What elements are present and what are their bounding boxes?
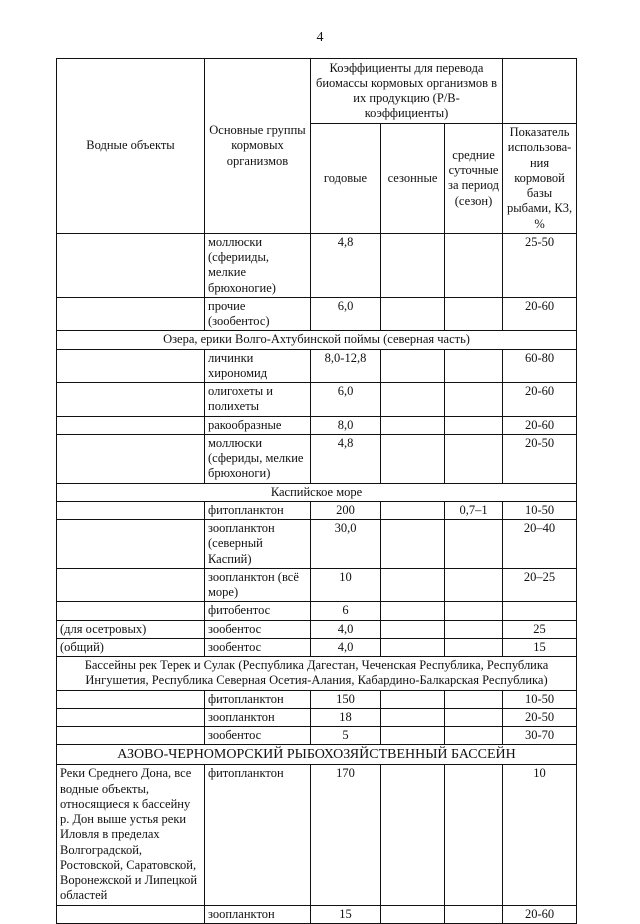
water-object-cell: Реки Среднего Дона, все водные объекты, относящиеся к бассейну р. Дон выше устья реки Иловля в пределах Волгоградской, Ростовской, Саратовской, Воронежской и Липецкой областей [57,765,205,905]
k3-cell: 60-80 [503,349,577,383]
table-row [57,620,577,638]
annual-cell: 8,0 [311,416,381,434]
k3-cell: 20-60 [503,416,577,434]
page-number: 4 [316,30,324,45]
header-water-objects: Водные объекты [57,59,205,234]
water-object-cell [57,434,205,483]
table-row [57,708,577,726]
k3-cell: 10-50 [503,690,577,708]
water-object-cell [57,602,205,620]
k3-cell: 20–40 [503,520,577,569]
seasonal-cell [381,620,445,638]
annual-cell: 6,0 [311,297,381,331]
section-row [57,483,577,501]
water-object-cell [57,568,205,602]
organism-group-cell: фитопланктон [205,690,311,708]
water-object-cell [57,383,205,417]
table-row [57,568,577,602]
daily-cell [445,349,503,383]
annual-cell: 15 [311,905,381,923]
daily-cell [445,905,503,923]
daily-cell [445,765,503,905]
organism-group-cell: зоопланктон [205,708,311,726]
header-daily: средние суточные за период (сезон) [445,124,503,234]
seasonal-cell [381,233,445,297]
seasonal-cell [381,297,445,331]
water-object-cell [57,905,205,923]
organism-group-cell: зоопланктон (всё море) [205,568,311,602]
daily-cell [445,708,503,726]
table-row [57,905,577,923]
section-row [57,331,577,349]
section-azov-black-sea: АЗОВО-ЧЕРНОМОРСКИЙ РЫБОХОЗЯЙСТВЕННЫЙ БАССЕЙН [57,745,577,765]
coefficients-table [56,58,577,924]
k3-cell: 25-50 [503,233,577,297]
annual-cell: 170 [311,765,381,905]
daily-cell [445,690,503,708]
seasonal-cell [381,708,445,726]
k3-cell: 20-60 [503,297,577,331]
k3-cell: 10 [503,765,577,905]
organism-group-cell: фитопланктон [205,765,311,905]
daily-cell [445,434,503,483]
seasonal-cell [381,568,445,602]
table-row [57,434,577,483]
section-volga-akhtuba: Озера, ерики Волго-Ахтубинской поймы (северная часть) [57,331,577,349]
seasonal-cell [381,727,445,745]
section-row [57,657,577,691]
seasonal-cell [381,765,445,905]
daily-cell [445,620,503,638]
seasonal-cell [381,501,445,519]
header-k3-top [503,59,577,124]
seasonal-cell [381,434,445,483]
annual-cell: 150 [311,690,381,708]
k3-cell: 20-50 [503,434,577,483]
water-object-cell [57,349,205,383]
seasonal-cell [381,638,445,656]
daily-cell: 0,7–1 [445,501,503,519]
table-row [57,602,577,620]
k3-cell: 25 [503,620,577,638]
annual-cell: 8,0-12,8 [311,349,381,383]
organism-group-cell: зообентос [205,620,311,638]
annual-cell: 4,0 [311,638,381,656]
k3-cell: 20–25 [503,568,577,602]
header-seasonal: сезонные [381,124,445,234]
table-row [57,349,577,383]
k3-cell: 20-50 [503,708,577,726]
annual-cell: 10 [311,568,381,602]
k3-cell: 20-60 [503,905,577,923]
seasonal-cell [381,690,445,708]
k3-cell: 10-50 [503,501,577,519]
table-row [57,727,577,745]
organism-group-cell: зоопланктон [205,905,311,923]
water-object-cell [57,416,205,434]
table-row [57,690,577,708]
water-object-cell [57,727,205,745]
daily-cell [445,416,503,434]
annual-cell: 4,0 [311,620,381,638]
organism-group-cell: личинки хирономид [205,349,311,383]
k3-cell: 15 [503,638,577,656]
table-row [57,297,577,331]
header-k3: Показатель использова-ния кормовой базы рыбами, К3, % [503,124,577,234]
seasonal-cell [381,905,445,923]
water-object-cell [57,297,205,331]
section-row [57,745,577,765]
header-annual: годовые [311,124,381,234]
organism-group-cell: моллюски (сфериды, мелкие брюхоноги) [205,434,311,483]
seasonal-cell [381,383,445,417]
daily-cell [445,297,503,331]
annual-cell: 5 [311,727,381,745]
annual-cell: 6,0 [311,383,381,417]
water-object-cell [57,708,205,726]
table-row [57,501,577,519]
table-row [57,638,577,656]
organism-group-cell: фитопланктон [205,501,311,519]
daily-cell [445,602,503,620]
organism-group-cell: зообентос [205,727,311,745]
organism-group-cell: моллюски (сферииды, мелкие брюхоногие) [205,233,311,297]
seasonal-cell [381,416,445,434]
annual-cell: 4,8 [311,434,381,483]
annual-cell: 6 [311,602,381,620]
table-row [57,416,577,434]
section-caspian-sea: Каспийское море [57,483,577,501]
water-object-cell: (общий) [57,638,205,656]
daily-cell [445,383,503,417]
header-organism-groups: Основные группы кормовых организмов [205,59,311,234]
table-row [57,383,577,417]
water-object-cell [57,520,205,569]
organism-group-cell: фитобентос [205,602,311,620]
k3-cell [503,602,577,620]
water-object-cell [57,233,205,297]
table-row [57,765,577,905]
daily-cell [445,638,503,656]
seasonal-cell [381,349,445,383]
k3-cell: 30-70 [503,727,577,745]
water-object-cell [57,501,205,519]
organism-group-cell: ракообразные [205,416,311,434]
organism-group-cell: зообентос [205,638,311,656]
daily-cell [445,568,503,602]
water-object-cell: (для осетровых) [57,620,205,638]
annual-cell: 30,0 [311,520,381,569]
water-object-cell [57,690,205,708]
annual-cell: 4,8 [311,233,381,297]
organism-group-cell: зоопланктон (северный Каспий) [205,520,311,569]
daily-cell [445,233,503,297]
organism-group-cell: олигохеты и полихеты [205,383,311,417]
daily-cell [445,727,503,745]
seasonal-cell [381,520,445,569]
section-terek-sulak: Бассейны рек Терек и Сулак (Республика Дагестан, Чеченская Республика, Республика Ингушетия, Республика Северная Осетия-Алания, Кабардино-Балкарская Республика) [57,657,577,691]
k3-cell: 20-60 [503,383,577,417]
daily-cell [445,520,503,569]
table-row [57,520,577,569]
annual-cell: 18 [311,708,381,726]
organism-group-cell: прочие (зообентос) [205,297,311,331]
annual-cell: 200 [311,501,381,519]
table-row [57,233,577,297]
header-pb-coefficients: Коэффициенты для перевода биомассы кормовых организмов в их продукцию (P/B-коэффициенты) [311,59,503,124]
seasonal-cell [381,602,445,620]
